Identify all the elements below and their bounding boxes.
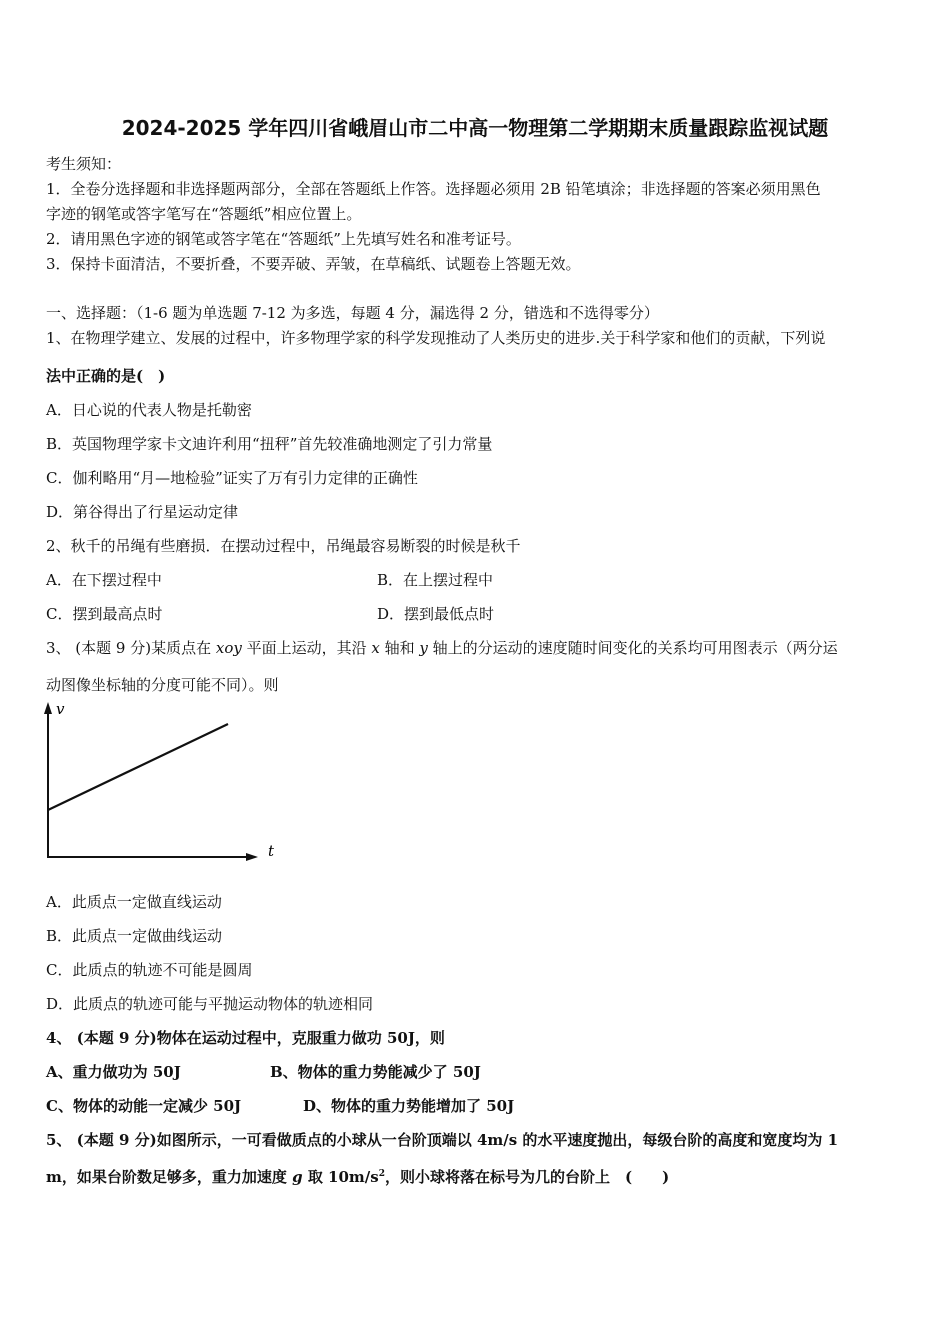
section-heading: 一、选择题：（1-6 题为单选题 7-12 为多选，每题 4 分，漏选得 2 分，错选和不选得零分） (46, 304, 659, 322)
q1-option-a: A．日心说的代表人物是托勒密 (46, 401, 252, 419)
q3-option-b: B．此质点一定做曲线运动 (46, 927, 223, 945)
notice-item: 3．保持卡面清洁，不要折叠，不要弄破、弄皱，在草稿纸、试题卷上答题无效。 (46, 255, 581, 273)
q5-stem-part: 取 10m/s (302, 1168, 379, 1186)
q3-option-a: A．此质点一定做直线运动 (46, 893, 222, 911)
q3-stem-part: 轴和 (379, 639, 420, 657)
y-axis-arrow (44, 702, 52, 714)
q3-option-d: D．此质点的轨迹可能与平抛运动物体的轨迹相同 (46, 995, 374, 1013)
q3-stem-cont: 动图像坐标轴的分度可能不同）。则 (46, 676, 279, 694)
axis-label-t: t (268, 842, 275, 860)
q1-option-b: B．英国物理学家卡文迪许利用“扭秤”首先较准确地测定了引力常量 (46, 435, 493, 453)
q3-stem-xoy: xoy (215, 639, 242, 657)
q5-stem-part: m，如果台阶数足够多，重力加速度 (46, 1168, 293, 1186)
q5-stem-part: ，则小球将落在标号为几的台阶上 ( ) (385, 1168, 670, 1186)
q1-option-c: C．伽利略用“月—地检验”证实了万有引力定律的正确性 (46, 469, 418, 487)
q2-option-d: D．摆到最低点时 (377, 605, 495, 623)
notice-item: 2．请用黑色字迹的钢笔或答字笔在“答题纸”上先填写姓名和准考证号。 (46, 230, 521, 248)
q4-option-a: A、重力做功为 50J (46, 1063, 181, 1081)
q5-stem-g: g (292, 1168, 303, 1186)
q3-option-c: C．此质点的轨迹不可能是圆周 (46, 961, 253, 979)
velocity-line (48, 724, 228, 810)
q2-option-b: B．在上摆过程中 (377, 571, 494, 589)
q3-stem-part: 平面上运动，其沿 (241, 639, 372, 657)
x-axis-arrow (246, 853, 258, 861)
q4-stem: 4、 (本题 9 分)物体在运动过程中，克服重力做功 50J，则 (46, 1029, 445, 1047)
q3-stem-y: y (419, 639, 428, 657)
q5-stem-cont (46, 1166, 669, 1187)
q2-option-a: A．在下摆过程中 (46, 571, 162, 589)
axis-label-v: v (56, 700, 65, 718)
q3-stem-part: 3、 (本题 9 分)某质点在 (46, 639, 216, 657)
q3-stem-part: 轴上的分运动的速度随时间变化的关系均可用图表示（两分运 (427, 639, 838, 657)
q3-stem (46, 637, 838, 658)
notice-heading: 考生须知： (46, 155, 122, 173)
velocity-time-graph (30, 696, 290, 871)
q5-stem: 5、 (本题 9 分)如图所示，一可看做质点的小球从一台阶顶端以 4m/s 的水平速度抛出，每级台阶的高度和宽度均为 1 (46, 1131, 839, 1149)
q3-stem-x: x (371, 639, 380, 657)
notice-item: 1．全卷分选择题和非选择题两部分，全部在答题纸上作答。选择题必须用 2B 铅笔填涂；非选择题的答案必须用黑色 (46, 180, 821, 198)
q2-stem: 2、秋千的吊绳有些磨损．在摆动过程中，吊绳最容易断裂的时候是秋千 (46, 537, 521, 555)
q1-option-d: D．第谷得出了行星运动定律 (46, 503, 239, 521)
q1-stem-cont: 法中正确的是( ) (46, 367, 166, 385)
q4-option-c: C、物体的动能一定减少 50J (46, 1097, 242, 1115)
q4-option-d: D、物体的重力势能增加了 50J (303, 1097, 515, 1115)
q1-stem: 1、在物理学建立、发展的过程中，许多物理学家的科学发现推动了人类历史的进步.关于科学家和他们的贡献，下列说 (46, 329, 826, 347)
q4-option-b: B、物体的重力势能减少了 50J (270, 1063, 481, 1081)
q2-option-c: C．摆到最高点时 (46, 605, 163, 623)
q5-stem-sup: 2 (378, 1169, 385, 1179)
page-title: 2024-2025 学年四川省峨眉山市二中高一物理第二学期期末质量跟踪监视试题 (121, 116, 829, 140)
notice-item: 字迹的钢笔或答字笔写在“答题纸”相应位置上。 (46, 205, 362, 223)
